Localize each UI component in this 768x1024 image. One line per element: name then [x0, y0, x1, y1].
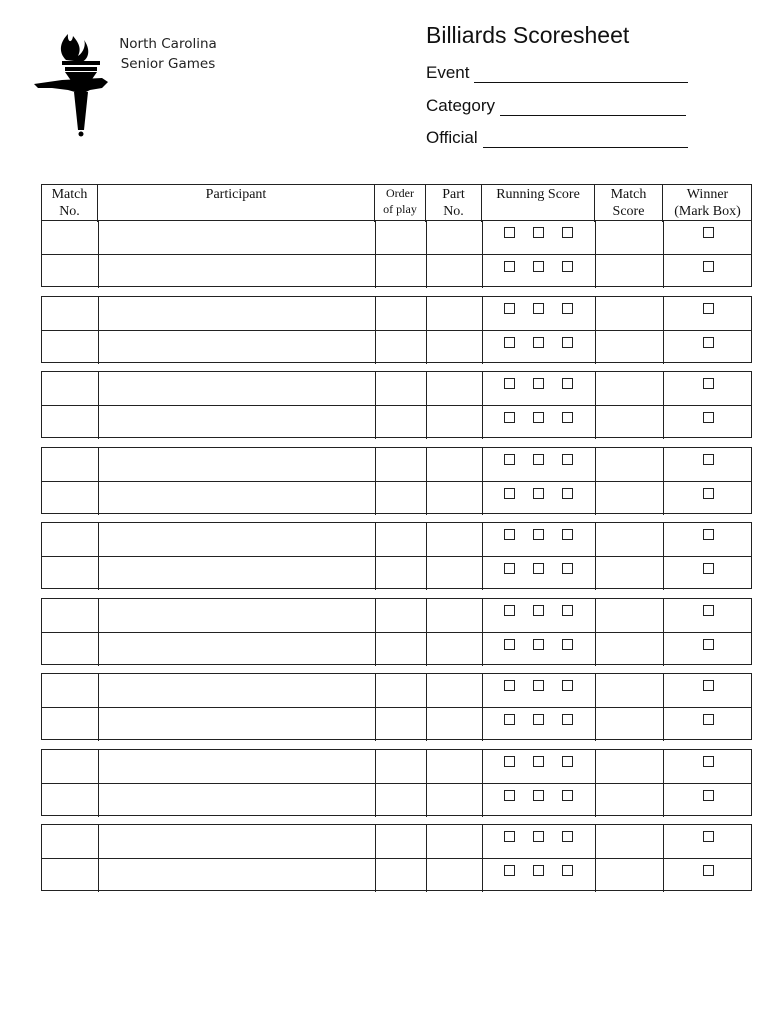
- official-label: Official: [426, 128, 478, 147]
- table-row: [42, 750, 751, 783]
- column-divider: [98, 784, 99, 817]
- header-order-line2: of play: [383, 202, 417, 216]
- official-blank-line[interactable]: [483, 130, 688, 148]
- column-divider: [663, 448, 664, 481]
- running-score-checkbox[interactable]: [504, 714, 515, 725]
- winner-checkbox[interactable]: [703, 529, 714, 540]
- table-row: [42, 783, 751, 817]
- header-running-score: [482, 185, 595, 222]
- running-score-checkbox[interactable]: [504, 831, 515, 842]
- column-divider: [375, 633, 376, 666]
- winner-checkbox[interactable]: [703, 563, 714, 574]
- column-divider: [426, 859, 427, 892]
- torch-logo: [32, 30, 110, 138]
- column-divider: [595, 255, 596, 288]
- column-divider: [375, 372, 376, 405]
- column-divider: [482, 297, 483, 330]
- header-part-line2: No.: [443, 204, 464, 219]
- winner-checkbox[interactable]: [703, 865, 714, 876]
- table-row: [42, 858, 751, 892]
- table-row: [42, 254, 751, 288]
- column-divider: [482, 255, 483, 288]
- header-participant: [98, 185, 375, 222]
- column-divider: [663, 599, 664, 632]
- column-divider: [426, 406, 427, 439]
- column-divider: [426, 255, 427, 288]
- match-group: [41, 447, 752, 514]
- column-divider: [482, 750, 483, 783]
- column-divider: [482, 633, 483, 666]
- column-divider: [663, 406, 664, 439]
- column-divider: [426, 557, 427, 590]
- column-divider: [482, 523, 483, 556]
- column-divider: [426, 221, 427, 254]
- column-divider: [595, 372, 596, 405]
- column-divider: [375, 331, 376, 364]
- column-divider: [98, 633, 99, 666]
- column-divider: [375, 523, 376, 556]
- column-divider: [482, 448, 483, 481]
- running-score-checkbox[interactable]: [533, 261, 544, 272]
- column-divider: [663, 221, 664, 254]
- column-divider: [426, 331, 427, 364]
- header-winner: [663, 185, 752, 222]
- winner-checkbox[interactable]: [703, 337, 714, 348]
- column-divider: [595, 633, 596, 666]
- running-score-checkbox[interactable]: [504, 680, 515, 691]
- table-row: [42, 523, 751, 556]
- event-field[interactable]: [426, 63, 688, 83]
- running-score-checkbox[interactable]: [504, 303, 515, 314]
- header-order-of-play: [375, 185, 426, 222]
- winner-checkbox[interactable]: [703, 639, 714, 650]
- table-header: [41, 184, 752, 221]
- column-divider: [98, 708, 99, 741]
- running-score-checkbox[interactable]: [562, 454, 573, 465]
- table-row: [42, 221, 751, 254]
- column-divider: [663, 825, 664, 858]
- org-name: [112, 34, 224, 74]
- running-score-checkbox[interactable]: [504, 227, 515, 238]
- header-running-label: Running Score: [496, 187, 580, 202]
- table-row: [42, 405, 751, 439]
- running-score-checkbox[interactable]: [533, 488, 544, 499]
- match-group: [41, 522, 752, 589]
- table-row: [42, 297, 751, 330]
- running-score-checkbox[interactable]: [504, 529, 515, 540]
- running-score-checkbox[interactable]: [504, 865, 515, 876]
- category-field[interactable]: [426, 96, 686, 116]
- column-divider: [663, 372, 664, 405]
- column-divider: [595, 708, 596, 741]
- column-divider: [663, 708, 664, 741]
- column-divider: [663, 784, 664, 817]
- match-group: [41, 824, 752, 891]
- running-score-checkbox[interactable]: [533, 831, 544, 842]
- match-group: [41, 371, 752, 438]
- header-match-no: [42, 185, 98, 222]
- page-title: Billiards Scoresheet: [426, 22, 630, 48]
- winner-checkbox[interactable]: [703, 756, 714, 767]
- running-score-checkbox[interactable]: [504, 378, 515, 389]
- column-divider: [595, 599, 596, 632]
- column-divider: [482, 674, 483, 707]
- column-divider: [98, 406, 99, 439]
- column-divider: [375, 859, 376, 892]
- match-group: [41, 598, 752, 665]
- column-divider: [426, 825, 427, 858]
- column-divider: [595, 859, 596, 892]
- header-match-score: [595, 185, 663, 222]
- column-divider: [375, 708, 376, 741]
- column-divider: [595, 482, 596, 515]
- column-divider: [482, 331, 483, 364]
- table-row: [42, 372, 751, 405]
- running-score-checkbox[interactable]: [562, 756, 573, 767]
- header-match-score-line2: Score: [612, 204, 645, 219]
- running-score-checkbox[interactable]: [562, 563, 573, 574]
- column-divider: [595, 825, 596, 858]
- winner-checkbox[interactable]: [703, 680, 714, 691]
- column-divider: [426, 708, 427, 741]
- column-divider: [426, 784, 427, 817]
- column-divider: [98, 255, 99, 288]
- column-divider: [482, 708, 483, 741]
- event-label: Event: [426, 63, 470, 82]
- column-divider: [98, 674, 99, 707]
- column-divider: [595, 674, 596, 707]
- running-score-checkbox[interactable]: [562, 605, 573, 616]
- running-score-checkbox[interactable]: [533, 639, 544, 650]
- running-score-checkbox[interactable]: [533, 680, 544, 691]
- column-divider: [595, 557, 596, 590]
- column-divider: [482, 372, 483, 405]
- winner-checkbox[interactable]: [703, 261, 714, 272]
- org-name-line1: North Carolina: [119, 36, 217, 52]
- running-score-checkbox[interactable]: [562, 680, 573, 691]
- column-divider: [595, 750, 596, 783]
- column-divider: [595, 297, 596, 330]
- column-divider: [663, 674, 664, 707]
- table-row: [42, 481, 751, 515]
- running-score-checkbox[interactable]: [562, 412, 573, 423]
- column-divider: [98, 372, 99, 405]
- running-score-checkbox[interactable]: [562, 639, 573, 650]
- winner-checkbox[interactable]: [703, 488, 714, 499]
- column-divider: [426, 448, 427, 481]
- column-divider: [375, 297, 376, 330]
- column-divider: [426, 523, 427, 556]
- header-order-line1: Order: [386, 186, 414, 200]
- winner-checkbox[interactable]: [703, 714, 714, 725]
- column-divider: [482, 406, 483, 439]
- running-score-checkbox[interactable]: [562, 261, 573, 272]
- column-divider: [663, 557, 664, 590]
- running-score-checkbox[interactable]: [533, 714, 544, 725]
- column-divider: [663, 750, 664, 783]
- running-score-checkbox[interactable]: [562, 790, 573, 801]
- column-divider: [482, 557, 483, 590]
- table-row: [42, 825, 751, 858]
- column-divider: [595, 448, 596, 481]
- winner-checkbox[interactable]: [703, 605, 714, 616]
- column-divider: [375, 750, 376, 783]
- column-divider: [595, 784, 596, 817]
- running-score-checkbox[interactable]: [562, 529, 573, 540]
- winner-checkbox[interactable]: [703, 378, 714, 389]
- column-divider: [595, 331, 596, 364]
- official-field[interactable]: [426, 128, 688, 148]
- table-row: [42, 674, 751, 707]
- table-row: [42, 330, 751, 364]
- running-score-checkbox[interactable]: [533, 227, 544, 238]
- column-divider: [426, 372, 427, 405]
- running-score-checkbox[interactable]: [504, 454, 515, 465]
- table-row: [42, 599, 751, 632]
- event-blank-line[interactable]: [474, 65, 688, 83]
- column-divider: [98, 557, 99, 590]
- column-divider: [98, 331, 99, 364]
- winner-checkbox[interactable]: [703, 303, 714, 314]
- running-score-checkbox[interactable]: [504, 337, 515, 348]
- header-match-score-line1: Match: [610, 187, 647, 202]
- column-divider: [426, 674, 427, 707]
- running-score-checkbox[interactable]: [533, 529, 544, 540]
- org-name-line2: Senior Games: [120, 56, 216, 72]
- category-blank-line[interactable]: [500, 98, 686, 116]
- running-score-checkbox[interactable]: [562, 303, 573, 314]
- running-score-checkbox[interactable]: [533, 756, 544, 767]
- running-score-checkbox[interactable]: [562, 337, 573, 348]
- match-group: [41, 673, 752, 740]
- column-divider: [375, 674, 376, 707]
- column-divider: [98, 825, 99, 858]
- header-match-no-line2: No.: [59, 204, 80, 219]
- match-group: [41, 296, 752, 363]
- column-divider: [375, 221, 376, 254]
- running-score-checkbox[interactable]: [504, 488, 515, 499]
- running-score-checkbox[interactable]: [504, 790, 515, 801]
- winner-checkbox[interactable]: [703, 412, 714, 423]
- column-divider: [98, 297, 99, 330]
- header-winner-line2: (Mark Box): [674, 204, 741, 219]
- running-score-checkbox[interactable]: [504, 756, 515, 767]
- winner-checkbox[interactable]: [703, 227, 714, 238]
- header-part-no: [426, 185, 482, 222]
- column-divider: [663, 633, 664, 666]
- column-divider: [375, 825, 376, 858]
- table-row: [42, 707, 751, 741]
- column-divider: [426, 750, 427, 783]
- column-divider: [663, 523, 664, 556]
- column-divider: [98, 750, 99, 783]
- match-group: [41, 749, 752, 816]
- running-score-checkbox[interactable]: [504, 605, 515, 616]
- column-divider: [98, 448, 99, 481]
- running-score-checkbox[interactable]: [533, 378, 544, 389]
- running-score-checkbox[interactable]: [533, 605, 544, 616]
- column-divider: [663, 255, 664, 288]
- column-divider: [663, 331, 664, 364]
- column-divider: [663, 859, 664, 892]
- winner-checkbox[interactable]: [703, 454, 714, 465]
- table-row: [42, 448, 751, 481]
- column-divider: [375, 448, 376, 481]
- header-winner-line1: Winner: [686, 187, 729, 202]
- running-score-checkbox[interactable]: [562, 227, 573, 238]
- column-divider: [98, 482, 99, 515]
- column-divider: [482, 784, 483, 817]
- column-divider: [482, 825, 483, 858]
- winner-checkbox[interactable]: [703, 831, 714, 842]
- running-score-checkbox[interactable]: [533, 412, 544, 423]
- column-divider: [482, 482, 483, 515]
- running-score-checkbox[interactable]: [562, 378, 573, 389]
- column-divider: [595, 523, 596, 556]
- column-divider: [426, 482, 427, 515]
- running-score-checkbox[interactable]: [533, 865, 544, 876]
- header-part-line1: Part: [442, 187, 465, 202]
- column-divider: [595, 406, 596, 439]
- header-participant-label: Participant: [205, 187, 267, 202]
- running-score-checkbox[interactable]: [562, 865, 573, 876]
- column-divider: [426, 297, 427, 330]
- column-divider: [482, 221, 483, 254]
- match-group: [41, 220, 752, 287]
- column-divider: [482, 859, 483, 892]
- column-divider: [375, 557, 376, 590]
- table-row: [42, 556, 751, 590]
- running-score-checkbox[interactable]: [504, 261, 515, 272]
- category-label: Category: [426, 96, 495, 115]
- header-match-no-line1: Match: [51, 187, 88, 202]
- running-score-checkbox[interactable]: [533, 337, 544, 348]
- column-divider: [375, 406, 376, 439]
- running-score-checkbox[interactable]: [533, 454, 544, 465]
- column-divider: [98, 221, 99, 254]
- running-score-checkbox[interactable]: [533, 790, 544, 801]
- column-divider: [375, 599, 376, 632]
- column-divider: [375, 482, 376, 515]
- running-score-checkbox[interactable]: [533, 303, 544, 314]
- column-divider: [426, 599, 427, 632]
- column-divider: [663, 297, 664, 330]
- running-score-checkbox[interactable]: [533, 563, 544, 574]
- column-divider: [98, 859, 99, 892]
- running-score-checkbox[interactable]: [562, 831, 573, 842]
- running-score-checkbox[interactable]: [504, 639, 515, 650]
- column-divider: [663, 482, 664, 515]
- running-score-checkbox[interactable]: [562, 488, 573, 499]
- winner-checkbox[interactable]: [703, 790, 714, 801]
- column-divider: [375, 784, 376, 817]
- running-score-checkbox[interactable]: [562, 714, 573, 725]
- table-row: [42, 632, 751, 666]
- column-divider: [595, 221, 596, 254]
- running-score-checkbox[interactable]: [504, 563, 515, 574]
- column-divider: [98, 599, 99, 632]
- column-divider: [98, 523, 99, 556]
- column-divider: [375, 255, 376, 288]
- column-divider: [426, 633, 427, 666]
- column-divider: [482, 599, 483, 632]
- running-score-checkbox[interactable]: [504, 412, 515, 423]
